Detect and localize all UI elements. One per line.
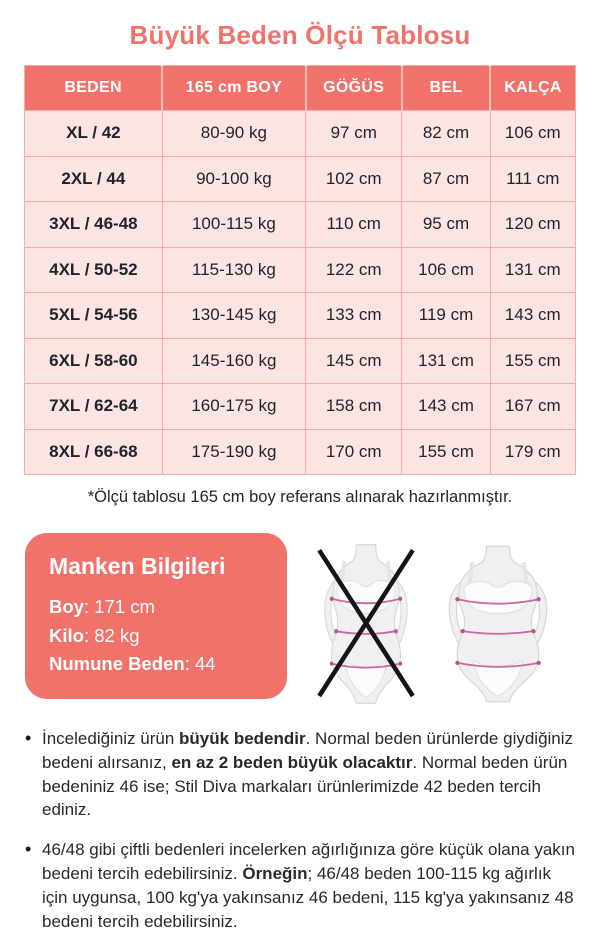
size-cell: 175-190 kg bbox=[162, 429, 305, 475]
size-cell: 115-130 kg bbox=[162, 247, 305, 293]
size-table-row bbox=[25, 384, 576, 430]
size-cell: 106 cm bbox=[490, 111, 575, 157]
model-height-value: : 171 cm bbox=[83, 596, 155, 617]
figure-illustrations bbox=[287, 533, 575, 705]
table-footnote: *Ölçü tablosu 165 cm boy referans alınarak hazırlanmıştır. bbox=[87, 488, 513, 506]
note-item-2 bbox=[25, 838, 575, 933]
note1-text: İncelediğiniz ürün bbox=[42, 729, 180, 748]
size-cell: 130-145 kg bbox=[162, 293, 305, 339]
size-cell: 143 cm bbox=[490, 293, 575, 339]
col-header-kalca: KALÇA bbox=[490, 66, 575, 111]
size-cell-beden: 5XL / 54-56 bbox=[25, 293, 163, 339]
size-cell: 133 cm bbox=[306, 293, 402, 339]
size-cell: 158 cm bbox=[306, 384, 402, 430]
crossed-out-slim-figure-icon bbox=[311, 543, 421, 705]
model-height-label: Boy bbox=[49, 596, 84, 617]
size-table-body bbox=[25, 111, 576, 475]
note2-text: 46/48 gibi çiftli bedenleri incelerken ağırlığınıza göre küçük olana yakın bedeni tercih edebilirsiniz. bbox=[42, 840, 575, 883]
size-cell: 160-175 kg bbox=[162, 384, 305, 430]
size-table bbox=[24, 65, 576, 475]
col-header-beden: BEDEN bbox=[25, 66, 163, 111]
size-cell: 100-115 kg bbox=[162, 202, 305, 248]
size-cell-beden: 7XL / 62-64 bbox=[25, 384, 163, 430]
size-cell: 155 cm bbox=[402, 429, 490, 475]
page-title: Büyük Beden Ölçü Tablosu bbox=[129, 20, 471, 50]
size-cell-beden: 4XL / 50-52 bbox=[25, 247, 163, 293]
size-cell-beden: 3XL / 46-48 bbox=[25, 202, 163, 248]
bullet-icon: • bbox=[25, 839, 32, 860]
note1-bold-2: en az 2 beden büyük olacaktır bbox=[171, 752, 413, 772]
size-cell: 145-160 kg bbox=[162, 338, 305, 384]
size-cell: 155 cm bbox=[490, 338, 575, 384]
size-cell: 131 cm bbox=[402, 338, 490, 384]
size-cell: 97 cm bbox=[306, 111, 402, 157]
size-cell: 90-100 kg bbox=[162, 156, 305, 202]
model-info-card bbox=[25, 533, 287, 699]
plus-size-figure-icon bbox=[445, 543, 551, 705]
model-height-line bbox=[49, 593, 263, 622]
size-cell: 95 cm bbox=[402, 202, 490, 248]
bullet-icon: • bbox=[25, 728, 32, 748]
note1-bold-1: büyük bedendir bbox=[179, 729, 306, 748]
model-sample-value: : 44 bbox=[184, 653, 216, 675]
note1-text: . Normal beden ürünlerde giydiğiniz bedeni alırsanız, bbox=[42, 729, 574, 772]
model-sample-label: Numune Beden bbox=[49, 653, 185, 675]
model-sample-line bbox=[49, 650, 263, 679]
size-cell: 106 cm bbox=[402, 247, 490, 293]
size-cell: 82 cm bbox=[402, 111, 490, 157]
model-card-title: Manken Bilgileri bbox=[49, 553, 226, 579]
size-table-row bbox=[25, 293, 576, 339]
size-table-row bbox=[25, 156, 576, 202]
size-cell: 167 cm bbox=[490, 384, 575, 430]
col-header-bel: BEL bbox=[402, 66, 490, 111]
size-cell: 143 cm bbox=[402, 384, 490, 430]
size-cell-beden: 6XL / 58-60 bbox=[25, 338, 163, 384]
size-cell-beden: XL / 42 bbox=[25, 111, 163, 157]
size-cell: 110 cm bbox=[306, 202, 402, 248]
note2-bold-1: Örneğin bbox=[242, 863, 308, 883]
size-cell: 80-90 kg bbox=[162, 111, 305, 157]
model-weight-label: Kilo bbox=[49, 624, 84, 646]
size-cell: 145 cm bbox=[306, 338, 402, 384]
size-table-row bbox=[25, 338, 576, 384]
size-cell: 111 cm bbox=[490, 156, 575, 202]
size-table-header-row bbox=[25, 66, 576, 111]
size-table-row bbox=[25, 247, 576, 293]
size-table-row bbox=[25, 111, 576, 157]
size-cell: 120 cm bbox=[490, 202, 575, 248]
size-cell-beden: 8XL / 66-68 bbox=[25, 429, 163, 475]
size-cell: 179 cm bbox=[490, 429, 575, 475]
size-cell: 170 cm bbox=[306, 429, 402, 475]
size-cell: 119 cm bbox=[402, 293, 490, 339]
model-info-section bbox=[25, 533, 575, 705]
size-table-row bbox=[25, 202, 576, 248]
size-table-row bbox=[25, 429, 576, 475]
note1-text: . Normal beden ürün bedeniniz 46 ise; Stil Diva markaları ürünlerimizde 42 beden tercih ediniz. bbox=[42, 752, 568, 820]
model-weight-value: : 82 kg bbox=[83, 624, 140, 646]
note2-text: ; 46/48 beden 100-115 kg ağırlık için uygunsa, 100 kg'ya yakınsanız 46 bedeni, 115 kg'ya yakınsanız 48 bedeni tercih edebilirsiniz. bbox=[42, 863, 574, 931]
note-item-1 bbox=[25, 727, 575, 822]
size-cell: 131 cm bbox=[490, 247, 575, 293]
notes-list bbox=[25, 727, 575, 933]
col-header-gogus: GÖĞÜS bbox=[306, 66, 402, 111]
col-header-boy: 165 cm BOY bbox=[162, 66, 305, 111]
size-cell: 122 cm bbox=[306, 247, 402, 293]
size-cell-beden: 2XL / 44 bbox=[25, 156, 163, 202]
size-cell: 102 cm bbox=[306, 156, 402, 202]
size-cell: 87 cm bbox=[402, 156, 490, 202]
model-weight-line bbox=[49, 622, 263, 651]
